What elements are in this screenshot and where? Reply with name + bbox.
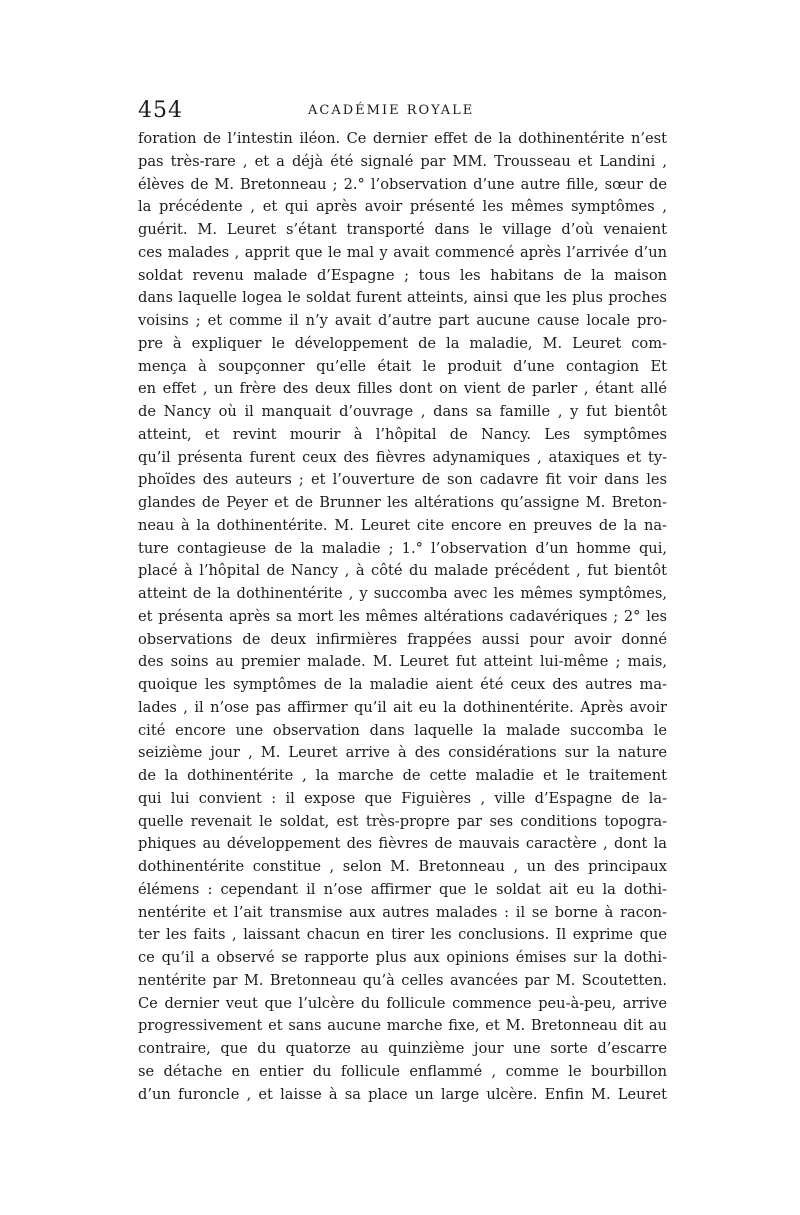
text-line: Ce dernier veut que l’ulcère du follicule commence peu-à-peu, arrive — [138, 994, 667, 1012]
text-line: cité encore une observation dans laquelle la malade succomba le — [138, 721, 667, 739]
text-line: atteint, et revint mourir à l’hôpital de Nancy. Les symptômes — [138, 425, 667, 443]
text-line: phiques au développement des fièvres de mauvais caractère , dont la — [138, 835, 667, 853]
text-line: qui lui convient : il expose que Figuières , ville d’Espagne de la- — [138, 789, 667, 807]
text-line: ture contagieuse de la maladie ; 1.° l’observation d’un homme qui, — [138, 539, 667, 557]
text-line: qu’il présenta furent ceux des fièvres adynamiques , ataxiques et ty- — [138, 448, 667, 466]
text-line: phoïdes des auteurs ; et l’ouverture de son cadavre fit voir dans les — [138, 471, 667, 489]
text-line: voisins ; et comme il n’y avait d’autre part aucune cause locale pro- — [138, 312, 667, 329]
text-line: ter les faits , laissant chacun en tirer les conclusions. Il exprime que — [138, 926, 667, 944]
text-line: nentérite par M. Bretonneau qu’à celles avancées par M. Scoutetten. — [138, 971, 667, 989]
text-line: nentérite et l’ait transmise aux autres malades : il se borne à racon- — [138, 903, 667, 921]
text-line: et présenta après sa mort les mêmes altérations cadavériques ; 2° les — [138, 607, 667, 625]
text-line: foration de l’intestin iléon. Ce dernier effet de la dothinentérite n’est — [138, 130, 667, 147]
text-line: progressivement et sans aucune marche fixe, et M. Bretonneau dit au — [138, 1017, 667, 1035]
text-line: élémens : cependant il n’ose affirmer que le soldat ait eu la dothi- — [138, 880, 667, 898]
text-line: la précédente , et qui après avoir présenté les mêmes symptômes , — [138, 198, 667, 216]
text-line: élèves de M. Bretonneau ; 2.° l’observation d’une autre fille, sœur de — [138, 175, 667, 193]
page-number: 454 — [138, 98, 183, 123]
text-line: pas très-rare , et a déjà été signalé par MM. Trousseau et Landini , — [138, 152, 667, 170]
text-line: ce qu’il a observé se rapporte plus aux opinions émises sur la dothi- — [138, 949, 667, 966]
text-line: soldat revenu malade d’Espagne ; tous les habitans de la maison — [138, 266, 667, 284]
text-line: observations de deux infirmières frappées aussi pour avoir donné — [138, 630, 667, 648]
text-line: de Nancy où il manquait d’ouvrage , dans sa famille , y fut bientôt — [138, 403, 667, 420]
text-line: pre à expliquer le développement de la maladie, M. Leuret com- — [138, 334, 667, 352]
text-line: placé à l’hôpital de Nancy , à côté du malade précédent , fut bientôt — [138, 562, 667, 580]
text-line: quelle revenait le soldat, est très-propre par ses conditions topogra- — [138, 812, 667, 830]
text-line: se détache en entier du follicule enflammé , comme le bourbillon — [138, 1062, 667, 1080]
text-line: quoique les symptômes de la maladie aient été ceux des autres ma- — [138, 676, 667, 693]
text-line: mença à soupçonner qu’elle était le produit d’une contagion Et — [138, 357, 667, 375]
text-line: seizième jour , M. Leuret arrive à des considérations sur la nature — [138, 744, 667, 762]
text-line: de la dothinentérite , la marche de cette maladie et le traitement — [138, 767, 667, 784]
text-line: des soins au premier malade. M. Leuret fut atteint lui-même ; mais, — [138, 653, 667, 671]
text-line: contraire, que du quatorze au quinzième jour une sorte d’escarre — [138, 1040, 667, 1057]
text-line: guérit. M. Leuret s’étant transporté dans le village d’où venaient — [138, 221, 667, 238]
text-line: ces malades , apprit que le mal y avait commencé après l’arrivée d’un — [138, 243, 667, 261]
running-head: ACADÉMIE ROYALE — [308, 103, 475, 118]
text-line: d’un furoncle , et laisse à sa place un large ulcère. Enfin M. Leuret — [138, 1085, 667, 1103]
text-line: atteint de la dothinentérite , y succomba avec les mêmes symptômes, — [138, 585, 667, 602]
page-header — [138, 98, 667, 128]
text-line: dothinentérite constitue , selon M. Bretonneau , un des principaux — [138, 858, 667, 875]
text-line: dans laquelle logea le soldat furent atteints, ainsi que les plus proches — [138, 289, 667, 307]
text-line: glandes de Peyer et de Brunner les altérations qu’assigne M. Breton- — [138, 494, 667, 511]
text-line: lades , il n’ose pas affirmer qu’il ait eu la dothinentérite. Après avoir — [138, 698, 667, 716]
text-line: en effet , un frère des deux filles dont on vient de parler , étant allé — [138, 380, 667, 398]
body-text — [138, 128, 667, 1106]
text-line: neau à la dothinentérite. M. Leuret cite encore en preuves de la na- — [138, 516, 667, 534]
